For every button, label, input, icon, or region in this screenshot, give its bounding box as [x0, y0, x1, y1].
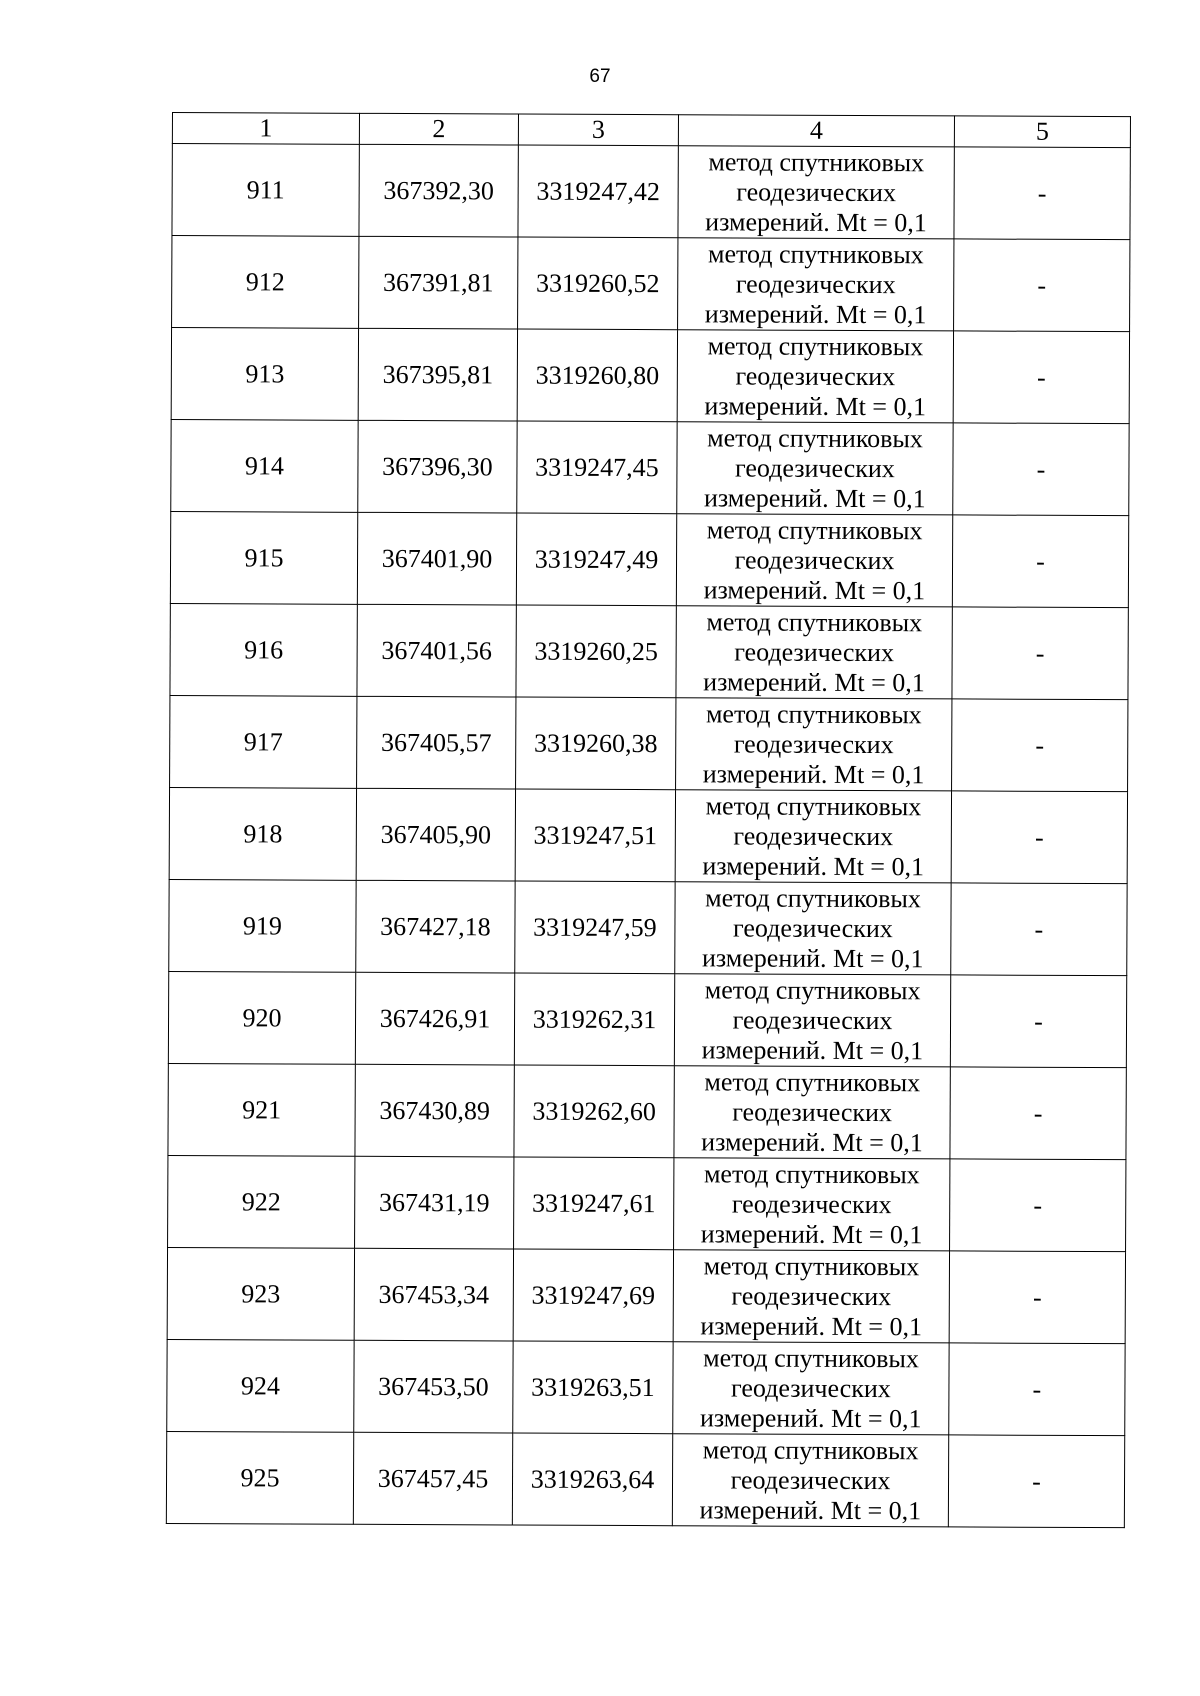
- y-coordinate-cell: 3319260,80: [517, 329, 677, 422]
- method-line: измерений. Mt = 0,1: [705, 206, 927, 237]
- method-line: измерений. Mt = 0,1: [699, 1402, 922, 1433]
- method-line: метод спутниковых: [703, 1342, 919, 1373]
- y-coordinate-cell: 3319263,51: [513, 1341, 673, 1434]
- method-line: измерений. Mt = 0,1: [701, 942, 924, 973]
- method-line: геодезических: [731, 1188, 892, 1219]
- table-row: [168, 971, 1126, 1067]
- method-line: геодезических: [731, 1280, 892, 1311]
- header-cell: 1: [172, 113, 359, 145]
- method-line: измерений. Mt = 0,1: [704, 390, 927, 421]
- method-cell: [676, 606, 952, 699]
- y-coordinate-cell: 3319260,25: [516, 605, 676, 698]
- y-coordinate-cell: 3319247,45: [517, 421, 677, 514]
- method-cell: [676, 698, 952, 791]
- note-cell: -: [954, 239, 1130, 332]
- x-coordinate-cell: 367427,18: [356, 880, 515, 973]
- table-header-row: [172, 113, 1130, 148]
- method-cell: [675, 882, 951, 975]
- method-cell: [678, 238, 954, 331]
- method-line: геодезических: [731, 1372, 891, 1403]
- y-coordinate-cell: 3319263,64: [512, 1433, 672, 1526]
- point-number-cell: 913: [171, 328, 358, 421]
- table-row: [170, 695, 1128, 791]
- method-line: геодезических: [733, 728, 894, 759]
- method-line: измерений. Mt = 0,1: [702, 758, 925, 789]
- point-number-cell: 915: [170, 511, 357, 604]
- method-line: метод спутниковых: [703, 1158, 920, 1189]
- method-line: геодезических: [734, 636, 895, 667]
- table-row: [169, 787, 1127, 883]
- x-coordinate-cell: 367453,50: [354, 1340, 513, 1433]
- y-coordinate-cell: 3319260,52: [518, 237, 678, 330]
- point-number-cell: 919: [169, 879, 356, 972]
- method-cell: [672, 1434, 948, 1527]
- method-line: метод спутниковых: [704, 1066, 921, 1097]
- note-cell: -: [951, 791, 1127, 884]
- table-row: [172, 236, 1130, 332]
- point-number-cell: 924: [167, 1339, 354, 1432]
- x-coordinate-cell: 367405,90: [356, 788, 515, 881]
- header-cell: 5: [954, 116, 1130, 148]
- table-row: [167, 1247, 1125, 1343]
- note-cell: -: [950, 1067, 1126, 1160]
- y-coordinate-cell: 3319262,31: [514, 973, 674, 1066]
- note-cell: -: [949, 1251, 1125, 1344]
- point-number-cell: 912: [172, 236, 359, 329]
- method-line: метод спутниковых: [702, 1434, 919, 1465]
- method-cell: [677, 330, 953, 423]
- note-cell: -: [950, 975, 1126, 1068]
- table-row: [170, 603, 1128, 699]
- point-number-cell: 923: [167, 1247, 354, 1340]
- y-coordinate-cell: 3319247,49: [516, 513, 676, 606]
- method-line: геодезических: [733, 912, 893, 943]
- method-line: метод спутниковых: [703, 1250, 920, 1281]
- y-coordinate-cell: 3319262,60: [514, 1065, 674, 1158]
- method-line: измерений. Mt = 0,1: [700, 1310, 923, 1341]
- point-number-cell: 914: [171, 419, 358, 512]
- table-row: [168, 1155, 1126, 1251]
- method-line: геодезических: [730, 1464, 891, 1495]
- table-row: [172, 144, 1130, 240]
- note-cell: -: [950, 1159, 1126, 1252]
- method-line: метод спутниковых: [708, 146, 925, 177]
- method-line: геодезических: [735, 452, 895, 483]
- table-row: [169, 879, 1127, 975]
- method-line: геодезических: [733, 820, 894, 851]
- point-number-cell: 916: [170, 603, 357, 696]
- y-coordinate-cell: 3319247,51: [515, 789, 675, 882]
- note-cell: -: [952, 699, 1128, 792]
- method-cell: [677, 422, 953, 515]
- method-line: геодезических: [732, 1096, 893, 1127]
- method-line: геодезических: [736, 176, 897, 207]
- method-line: измерений. Mt = 0,1: [703, 482, 926, 513]
- note-cell: -: [953, 331, 1129, 424]
- method-line: метод спутниковых: [704, 974, 921, 1005]
- point-number-cell: 921: [168, 1063, 355, 1156]
- method-line: измерений. Mt = 0,1: [700, 1218, 923, 1249]
- point-number-cell: 925: [166, 1431, 353, 1524]
- method-line: измерений. Mt = 0,1: [701, 1034, 924, 1065]
- method-line: измерений. Mt = 0,1: [703, 574, 926, 605]
- note-cell: -: [952, 515, 1128, 608]
- x-coordinate-cell: 367401,56: [357, 604, 516, 697]
- method-line: метод спутниковых: [706, 514, 923, 545]
- table-row: [168, 1063, 1126, 1159]
- x-coordinate-cell: 367391,81: [359, 236, 518, 329]
- x-coordinate-cell: 367405,57: [357, 696, 516, 789]
- method-line: измерений. Mt = 0,1: [699, 1494, 922, 1525]
- method-line: измерений. Mt = 0,1: [702, 850, 925, 881]
- x-coordinate-cell: 367396,30: [358, 420, 517, 513]
- method-line: геодезических: [732, 1004, 893, 1035]
- note-cell: -: [953, 423, 1129, 516]
- method-line: измерений. Mt = 0,1: [703, 666, 925, 697]
- y-coordinate-cell: 3319247,59: [515, 881, 675, 974]
- x-coordinate-cell: 367426,91: [355, 972, 514, 1065]
- table-body: [166, 144, 1130, 1528]
- note-cell: -: [951, 883, 1127, 976]
- method-cell: [676, 514, 952, 607]
- method-line: метод спутниковых: [707, 330, 924, 361]
- point-number-cell: 911: [172, 144, 359, 237]
- method-line: измерений. Mt = 0,1: [704, 298, 927, 329]
- table-row: [166, 1431, 1124, 1527]
- x-coordinate-cell: 367457,45: [353, 1432, 512, 1525]
- x-coordinate-cell: 367430,89: [355, 1064, 514, 1157]
- y-coordinate-cell: 3319247,61: [514, 1157, 674, 1250]
- point-number-cell: 917: [170, 695, 357, 788]
- coordinates-table: [166, 112, 1131, 1528]
- table-row: [171, 328, 1129, 424]
- note-cell: -: [948, 1435, 1124, 1528]
- x-coordinate-cell: 367395,81: [358, 328, 517, 421]
- note-cell: -: [954, 147, 1130, 240]
- method-line: метод спутниковых: [707, 422, 923, 453]
- x-coordinate-cell: 367431,19: [355, 1156, 514, 1249]
- method-line: геодезических: [735, 268, 896, 299]
- header-cell: 4: [678, 115, 954, 147]
- method-cell: [674, 1066, 950, 1159]
- y-coordinate-cell: 3319247,69: [513, 1249, 673, 1342]
- method-cell: [674, 974, 950, 1067]
- note-cell: -: [952, 607, 1128, 700]
- method-line: геодезических: [735, 360, 896, 391]
- method-line: метод спутниковых: [707, 238, 924, 269]
- x-coordinate-cell: 367401,90: [357, 512, 516, 605]
- method-cell: [675, 790, 951, 883]
- point-number-cell: 918: [169, 787, 356, 880]
- point-number-cell: 922: [168, 1155, 355, 1248]
- method-line: метод спутниковых: [705, 698, 922, 729]
- header-cell: 2: [359, 113, 518, 145]
- page-number: 67: [589, 66, 611, 87]
- table-row: [167, 1339, 1125, 1435]
- table-row: [170, 511, 1128, 607]
- method-cell: [674, 1158, 950, 1251]
- method-line: измерений. Mt = 0,1: [701, 1126, 923, 1157]
- table-row: [171, 419, 1129, 515]
- x-coordinate-cell: 367453,34: [354, 1248, 513, 1341]
- x-coordinate-cell: 367392,30: [359, 144, 518, 237]
- method-line: метод спутниковых: [706, 606, 923, 637]
- note-cell: -: [949, 1343, 1125, 1436]
- method-line: метод спутниковых: [705, 790, 922, 821]
- method-cell: [678, 146, 954, 239]
- y-coordinate-cell: 3319247,42: [518, 145, 678, 238]
- point-number-cell: 920: [168, 971, 355, 1064]
- method-line: геодезических: [734, 544, 895, 575]
- method-cell: [673, 1250, 949, 1343]
- y-coordinate-cell: 3319260,38: [516, 697, 676, 790]
- header-cell: 3: [518, 114, 678, 146]
- method-line: метод спутниковых: [705, 882, 921, 913]
- method-cell: [673, 1342, 949, 1435]
